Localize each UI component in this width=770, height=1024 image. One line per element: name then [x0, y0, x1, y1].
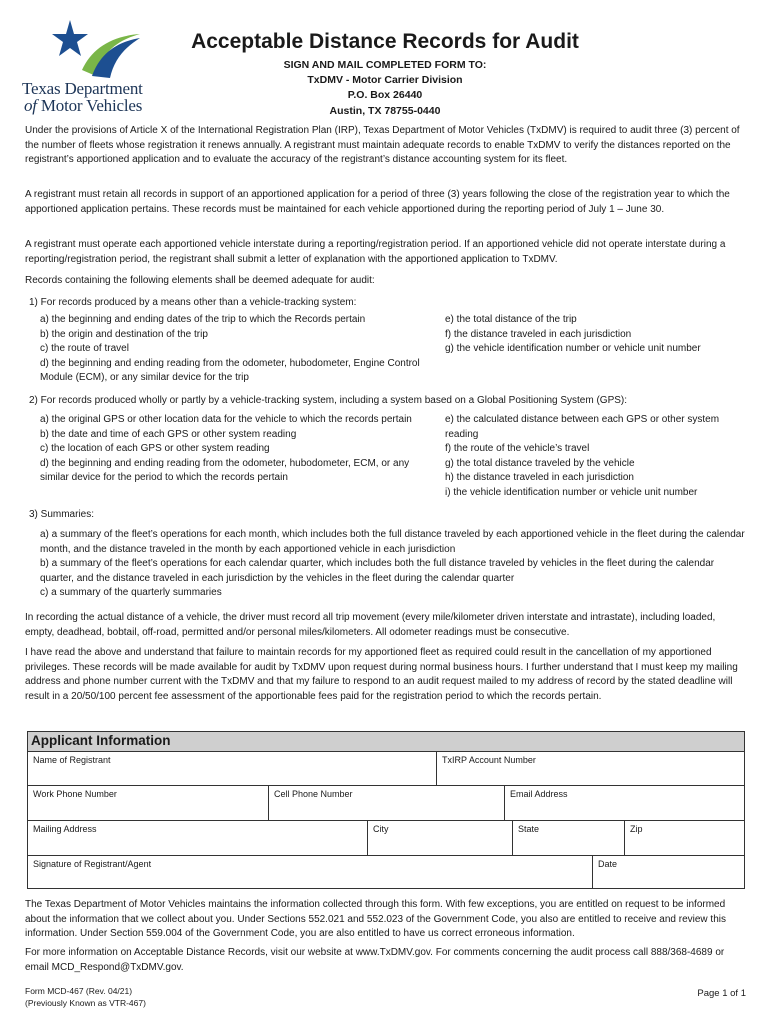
applicant-information-header [28, 732, 744, 752]
more-info-notice: For more information on Acceptable Distance Records, visit our website at www.TxDMV.gov. For comments concerning the audit process call 888/368-4689 or email MCD_Respond@TxDMV.gov. [25, 947, 725, 973]
previous-form-number: (Previously Known as VTR-467) [25, 997, 146, 1008]
signature-field[interactable] [28, 856, 592, 888]
applicant-information-form [27, 731, 745, 889]
email-address-field[interactable] [504, 786, 744, 820]
list-item: c) a summary of the quarterly summaries [40, 587, 222, 599]
cell-phone-field[interactable] [268, 786, 504, 820]
list-item: a) the original GPS or other location data for the vehicle to which the records pertain [40, 414, 412, 425]
list-item: a) a summary of the fleet’s operations for each month, which includes both the full distance traveled by each apportioned vehicle in the fleet during the calendar month, and the distance traveled in the month by each apportioned vehicle in each jurisdiction [40, 529, 745, 555]
logo-line-2: of Motor Vehicles [24, 96, 143, 115]
field-label: State [518, 824, 540, 834]
form-row [28, 752, 744, 786]
list-item: d) the beginning and ending reading from the odometer, hubodometer, ECM, or any similar device for the period to which the records pertain [40, 457, 410, 484]
field-label: Name of Registrant [33, 755, 111, 765]
section-2-left-list [40, 413, 425, 486]
list-item: b) the origin and destination of the trip [40, 328, 208, 340]
list-item: g) the total distance traveled by the vehicle [445, 457, 635, 469]
section-3-list [40, 528, 745, 601]
list-item: a) the beginning and ending dates of the trip to which the Records pertain [40, 314, 366, 325]
mailing-instructions [0, 58, 770, 119]
paragraph-retention: A registrant must retain all records in support of an apportioned application for a period of three (3) years following the close of the registration year to which the apportioned application pertains. These records must be maintained for each vehicle apportioned during the reporting period of July 1 – June 30. [25, 189, 730, 215]
form-row [28, 821, 744, 856]
list-item: i) the vehicle identification number or vehicle unit number [445, 486, 698, 498]
name-of-registrant-field[interactable] [28, 752, 436, 785]
list-item: c) the route of travel [40, 343, 129, 355]
mail-line-3: P.O. Box 26440 [347, 89, 423, 102]
mail-line-4: Austin, TX 78755-0440 [329, 104, 441, 117]
field-label: TxIRP Account Number [442, 755, 536, 765]
city-field[interactable] [367, 821, 512, 855]
date-field[interactable] [592, 856, 744, 888]
paragraph-records-intro: Records containing the following elements shall be deemed adequate for audit: [25, 275, 375, 286]
state-field[interactable] [512, 821, 624, 855]
list-item: e) the total distance of the trip [445, 314, 577, 325]
paragraph-interstate: A registrant must operate each apportioned vehicle interstate during a reporting/registration period. If an apportioned vehicle did not operate interstate during a reporting/registration period, the registrant shall submit a letter of explanation with the apportioned application to TxDMV. [25, 239, 726, 265]
form-number-line: Form MCD-467 (Rev. 04/21) [25, 986, 133, 996]
mailing-address-field[interactable] [28, 821, 367, 855]
section-1-right-list [445, 313, 745, 357]
field-label: Zip [630, 824, 643, 834]
mail-line-1: SIGN AND MAIL COMPLETED FORM TO: [283, 59, 487, 71]
work-phone-field[interactable] [28, 786, 268, 820]
form-row [28, 856, 744, 888]
field-label: Cell Phone Number [274, 789, 353, 799]
field-label: City [373, 824, 389, 834]
field-label: Mailing Address [33, 824, 97, 834]
paragraph-acknowledgement: I have read the above and understand that failure to maintain records for my apportioned fleet as required could result in the cancellation of my apportioned privileges. These records will be made available for audit by TxDMV upon request during normal business hours. I further understand that I must keep my mailing address and phone number current with the TxDMV and that my failure to respond to an audit request mailed to my address of record by the stated deadline will result in a 20/50/100 percent fee assessment of the apportionable fees paid for the registration period to which the records pertain. [25, 647, 738, 702]
list-item: e) the calculated distance between each GPS or other system reading [445, 414, 720, 440]
section-3-heading: 3) Summaries: [29, 509, 95, 520]
list-item: b) the date and time of each GPS or other system reading [40, 428, 297, 440]
paragraph-irp-audit: Under the provisions of Article X of the International Registration Plan (IRP), Texas Department of Motor Vehicles (TxDMV) is required to audit three (3) percent of the number of fleets whose registration it renews annually. A registrant must maintain adequate records to enable TxDMV to verify the distances reported on the registrant’s apportioned application and to evaluate the accuracy of the registrant’s distance accounting system for its fleet. [25, 125, 740, 166]
paragraph-distance-recording: In recording the actual distance of a vehicle, the driver must record all trip movement (every mile/kilometer driven interstate and intrastate), including loaded, empty, deadhead, bobtail, off-road, permitted and/or personal miles/kilometers. All odometer readings must be consecutive. [25, 612, 716, 638]
mail-line-2: TxDMV - Motor Carrier Division [307, 74, 463, 87]
list-item: f) the route of the vehicle’s travel [445, 443, 590, 455]
list-item: d) the beginning and ending reading from the odometer, hubodometer, Engine Control Module (ECM), or any similar device for the trip [40, 357, 420, 384]
list-item: f) the distance traveled in each jurisdiction [445, 328, 632, 340]
section-1-left-list [40, 313, 420, 386]
field-label: Email Address [510, 789, 568, 799]
logo-line-1: Texas Department [22, 79, 143, 98]
txirp-account-number-field[interactable] [436, 752, 744, 785]
field-label: Work Phone Number [33, 789, 117, 799]
section-2-right-list [445, 413, 745, 501]
privacy-notice: The Texas Department of Motor Vehicles maintains the information collected through this form. With few exceptions, you are entitled on request to be informed about the information that we collect about you. Under Sections 552.021 and 552.023 of the Government Code, you also are entitled to receive and review this information. Under Section 559.004 of the Government Code, you are also entitled to have us correct erroneous information. [25, 899, 726, 940]
field-label: Signature of Registrant/Agent [33, 859, 152, 869]
page-number: Page 1 of 1 [697, 988, 746, 999]
zip-field[interactable] [624, 821, 744, 855]
page-title: Acceptable Distance Records for Audit [191, 30, 579, 53]
section-2-heading: 2) For records produced wholly or partly by a vehicle-tracking system, including a system based on a Global Positioning System (GPS): [29, 395, 628, 406]
form-number [25, 986, 146, 1009]
applicant-information-title: Applicant Information [31, 733, 171, 748]
list-item: b) a summary of the fleet’s operations for each calendar quarter, which includes both the full distance traveled by vehicles in the fleet during the calendar quarter, and the distance traveled in each jurisdiction by the vehicles in the fleet during the calendar quarter [40, 558, 715, 584]
list-item: g) the vehicle identification number or vehicle unit number [445, 343, 701, 355]
list-item: h) the distance traveled in each jurisdiction [445, 472, 634, 484]
field-label: Date [598, 859, 618, 869]
section-1-heading: 1) For records produced by a means other than a vehicle-tracking system: [29, 297, 357, 308]
list-item: c) the location of each GPS or other system reading [40, 443, 270, 455]
form-row [28, 786, 744, 821]
